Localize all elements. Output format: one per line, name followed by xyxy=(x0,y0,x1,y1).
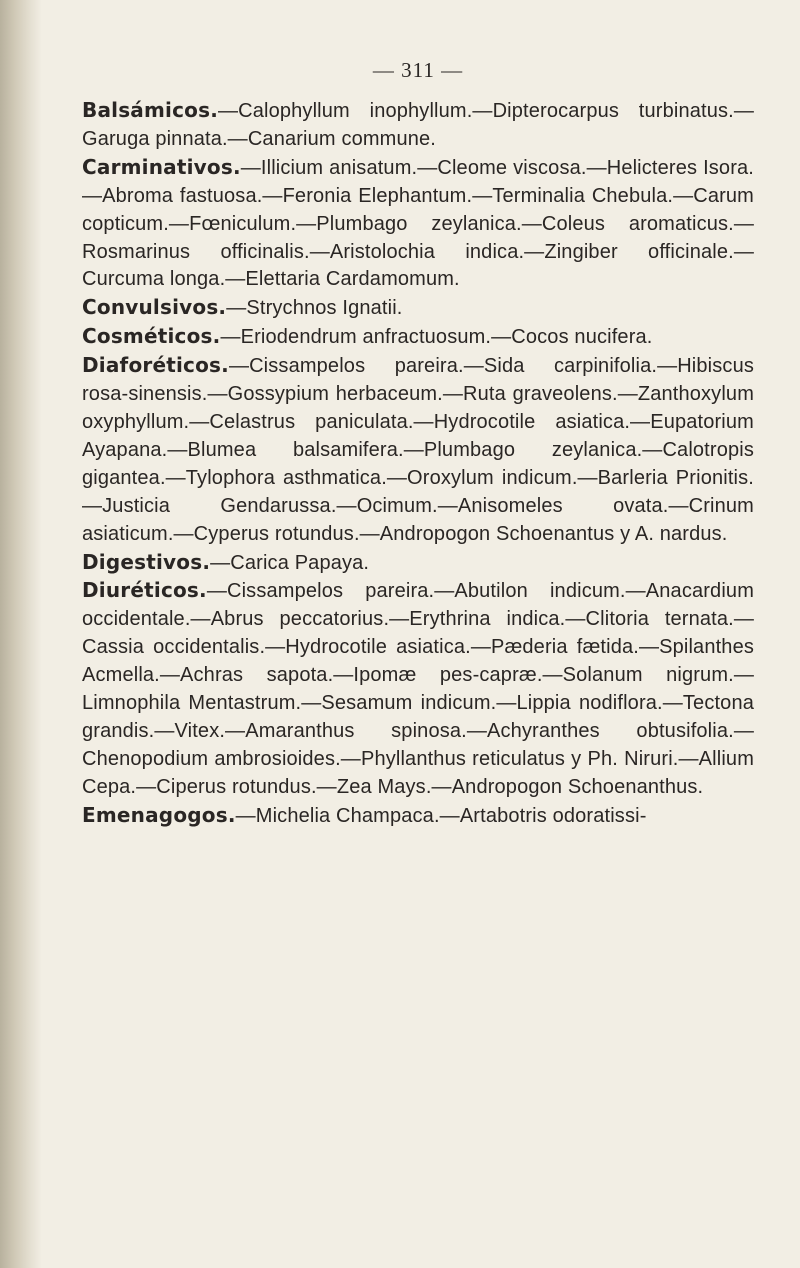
entry-diaforeticos xyxy=(82,352,754,548)
entry-term: Convulsivos. xyxy=(82,295,227,320)
entry-text: —Cissampelos pareira.—Abutilon indicum.—Anacardium occidentale.—Abrus peccatorius.—Erythrina indica.—Clitoria ternata.—Cassia occidentalis.—Hydrocotile asiatica.—Pæderia fætida.—Spilanthes Acmella.—Achras sapota.—Ipomæ pes-capræ.—Solanum nigrum.—Limnophila Mentastrum.—Sesamum indicum.—Lippia nodiflora.—Tectona grandis.—Vitex.—Amaranthus spinosa.—Achyranthes obtusifolia.—Chenopodium ambrosioides.—Phyllanthus reticulatus y Ph. Niruri.—Allium Cepa.—Ciperus rotundus.—Zea Mays.—Andropogon Schoenanthus. xyxy=(82,580,754,798)
entry-term: Diuréticos. xyxy=(82,578,207,603)
entry-text: —Illicium anisatum.—Cleome viscosa.—Helicteres Isora.—Abroma fastuosa.—Feronia Elephantum.—Terminalia Chebula.—Carum copticum.—Fœniculum.—Plumbago zeylanica.—Coleus aromaticus.—Rosmarinus officinalis.—Aristolochia indica.—Zingiber officinale.—Curcuma longa.—Elettaria Cardamomum. xyxy=(82,156,754,291)
entry-term: Digestivos. xyxy=(82,549,211,574)
entry-digestivos xyxy=(82,549,754,578)
entry-text: —Calophyllum inophyllum.—Dipterocarpus turbinatus.—Garuga pinnata.—Canarium commune. xyxy=(82,100,754,150)
page-binding-edge xyxy=(0,0,42,1268)
entry-balsamicos xyxy=(82,97,754,154)
entry-term: Diaforéticos. xyxy=(82,353,229,378)
entry-emenagogos xyxy=(82,802,754,831)
page-body xyxy=(82,58,754,831)
entry-cosmeticos xyxy=(82,323,754,352)
entry-term: Cosméticos. xyxy=(82,324,221,349)
entry-convulsivos xyxy=(82,294,754,323)
entry-term: Balsámicos. xyxy=(82,98,218,122)
entry-text: —Cissampelos pareira.—Sida carpinifolia.—Hibiscus rosa-sinensis.—Gossypium herbaceum.—Ruta graveolens.—Zanthoxylum oxyphyllum.—Celastrus paniculata.—Hydrocotile asiatica.—Eupatorium Ayapana.—Blumea balsamifera.—Plumbago zeylanica.—Calotropis gigantea.—Tylophora asthmatica.—Oroxylum indicum.—Barleria Prionitis.—Justicia Gendarussa.—Ocimum.—Anisomeles ovata.—Crinum asiaticum.—Cyperus rotundus.—Andropogon Schoenantus y A. nardus. xyxy=(82,355,754,545)
entry-term: Emenagogos. xyxy=(82,802,236,827)
entry-diureticos xyxy=(82,577,754,801)
entry-text: —Carica Papaya. xyxy=(210,551,370,574)
entry-carminativos xyxy=(82,154,754,295)
page-number: — 311 — xyxy=(372,58,464,82)
entry-term: Carminativos. xyxy=(82,154,241,179)
entry-text: —Eriodendrum anfractuosum.—Cocos nucifera. xyxy=(220,326,653,349)
entry-text: —Michelia Champaca.—Artabotris odoratissi- xyxy=(235,804,647,827)
entry-text: —Strychnos Ignatii. xyxy=(226,297,403,320)
